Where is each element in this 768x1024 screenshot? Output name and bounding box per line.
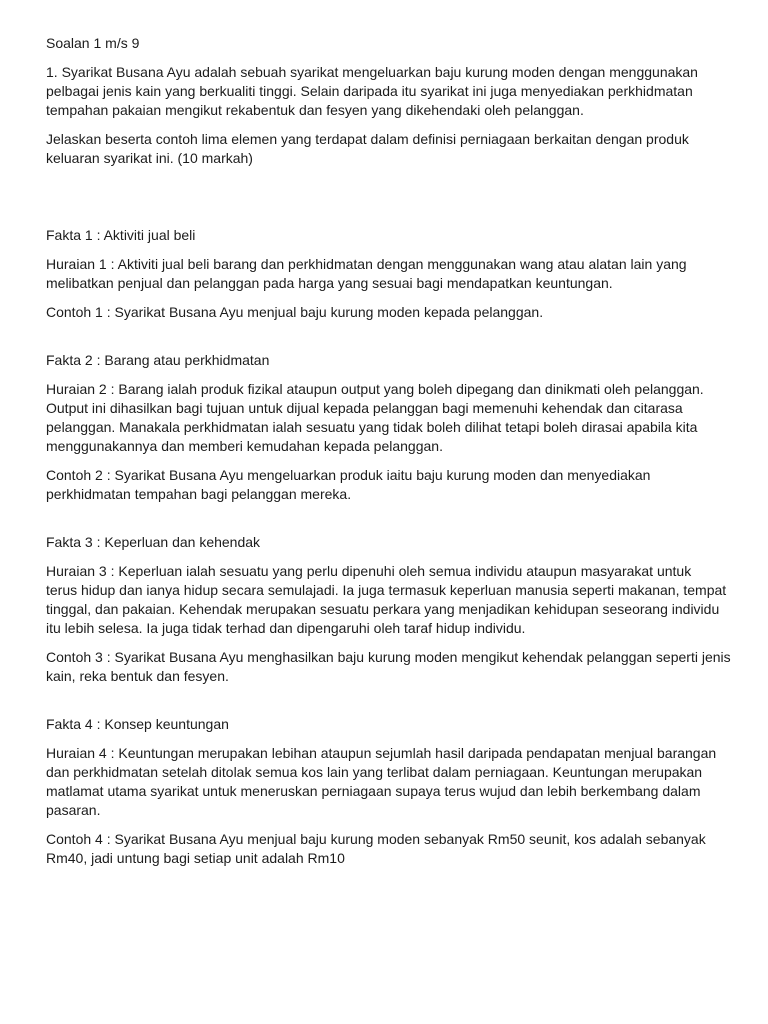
huraian-line: Huraian 2 : Barang ialah produk fizikal ataupun output yang boleh dipegang dan dinikmati oleh pelanggan. xyxy=(46,381,704,397)
contoh-paragraph xyxy=(46,830,748,868)
fakta-heading: Fakta 3 : Keperluan dan kehendak xyxy=(46,534,261,550)
fakta-heading: Fakta 4 : Konsep keuntungan xyxy=(46,716,229,732)
question-instruction-line: Jelaskan beserta contoh lima elemen yang terdapat dalam definisi perniagaan berkaitan dengan produk xyxy=(46,131,689,147)
huraian-line: tinggal, dan pakaian. Kehendak merupakan sesuatu perkara yang menjadikan kehidupan seseorang individu xyxy=(46,601,720,617)
fakta-heading-paragraph xyxy=(46,715,748,734)
question-instruction-line: keluaran syarikat ini. (10 markah) xyxy=(46,150,253,166)
huraian-line: dan perkhidmatan setelah ditolak semua kos lain yang terlibat dalam perniagaan. Keuntungan merupakan xyxy=(46,764,703,780)
question-line: tempahan pakaian mengikut rekabentuk dan fesyen yang dikehendaki oleh pelanggan. xyxy=(46,102,584,118)
huraian-line: Huraian 3 : Keperluan ialah sesuatu yang perlu dipenuhi oleh semua individu ataupun masyarakat untuk xyxy=(46,563,692,579)
question-line: 1. Syarikat Busana Ayu adalah sebuah syarikat mengeluarkan baju kurung moden dengan menggunakan xyxy=(46,64,698,80)
fakta-heading-paragraph xyxy=(46,533,748,552)
question-paragraph xyxy=(46,63,748,120)
page-title-paragraph xyxy=(46,34,748,53)
huraian-paragraph xyxy=(46,562,748,638)
contoh-line: Contoh 3 : Syarikat Busana Ayu menghasilkan baju kurung moden mengikut kehendak pelanggan seperti jenis xyxy=(46,649,731,665)
contoh-line: kain, reka bentuk dan fesyen. xyxy=(46,668,229,684)
huraian-line: pasaran. xyxy=(46,802,101,818)
page-title: Soalan 1 m/s 9 xyxy=(46,35,140,51)
contoh-line: Contoh 4 : Syarikat Busana Ayu menjual baju kurung moden sebanyak Rm50 seunit, kos adalah sebanyak xyxy=(46,831,706,847)
huraian-line: menggunakannya dan memberi kemudahan kepada pelanggan. xyxy=(46,438,443,454)
huraian-line: terus hidup dan ianya hidup secara semulajadi. Ia juga termasuk keperluan manusia seperti makanan, tempat xyxy=(46,582,727,598)
huraian-line: matlamat utama syarikat untuk meneruskan perniagaan supaya terus wujud dan lebih berkembang dalam xyxy=(46,783,701,799)
contoh-line: perkhidmatan tempahan bagi pelanggan mereka. xyxy=(46,486,352,502)
fact-section-1 xyxy=(46,226,748,322)
huraian-line: melibatkan penjual dan pelanggan pada harga yang sesuai bagi mendapatkan keuntungan. xyxy=(46,275,613,291)
fakta-heading-paragraph xyxy=(46,351,748,370)
contoh-line: Rm40, jadi untung bagi setiap unit adalah Rm10 xyxy=(46,850,345,866)
fact-section-3 xyxy=(46,533,748,686)
huraian-paragraph xyxy=(46,380,748,456)
contoh-line: Contoh 1 : Syarikat Busana Ayu menjual baju kurung moden kepada pelanggan. xyxy=(46,304,544,320)
huraian-line: Output ini dihasilkan bagi tujuan untuk dijual kepada pelanggan bagi memenuhi kehendak dan citarasa xyxy=(46,400,683,416)
huraian-line: Huraian 4 : Keuntungan merupakan lebihan ataupun sejumlah hasil daripada pendapatan menjual barangan xyxy=(46,745,717,761)
fakta-heading-paragraph xyxy=(46,226,748,245)
fact-section-4 xyxy=(46,715,748,868)
contoh-line: Contoh 2 : Syarikat Busana Ayu mengeluarkan produk iaitu baju kurung moden dan menyediakan xyxy=(46,467,651,483)
huraian-paragraph xyxy=(46,255,748,293)
fakta-heading: Fakta 2 : Barang atau perkhidmatan xyxy=(46,352,270,368)
fact-section-2 xyxy=(46,351,748,504)
huraian-line: pelanggan. Manakala perkhidmatan ialah sesuatu yang tidak boleh dilihat tetapi boleh dirasai apabila kita xyxy=(46,419,698,435)
question-instruction-paragraph xyxy=(46,130,748,168)
huraian-line: Huraian 1 : Aktiviti jual beli barang dan perkhidmatan dengan menggunakan wang atau alatan lain yang xyxy=(46,256,687,272)
huraian-paragraph xyxy=(46,744,748,820)
huraian-line: itu lebih selesa. Ia juga tidak terhad dan dipengaruhi oleh taraf hidup individu. xyxy=(46,620,526,636)
contoh-paragraph xyxy=(46,303,748,322)
question-line: pelbagai jenis kain yang berkualiti tinggi. Selain daripada itu syarikat ini juga menyediakan perkhidmatan xyxy=(46,83,693,99)
contoh-paragraph xyxy=(46,466,748,504)
contoh-paragraph xyxy=(46,648,748,686)
fakta-heading: Fakta 1 : Aktiviti jual beli xyxy=(46,227,196,243)
